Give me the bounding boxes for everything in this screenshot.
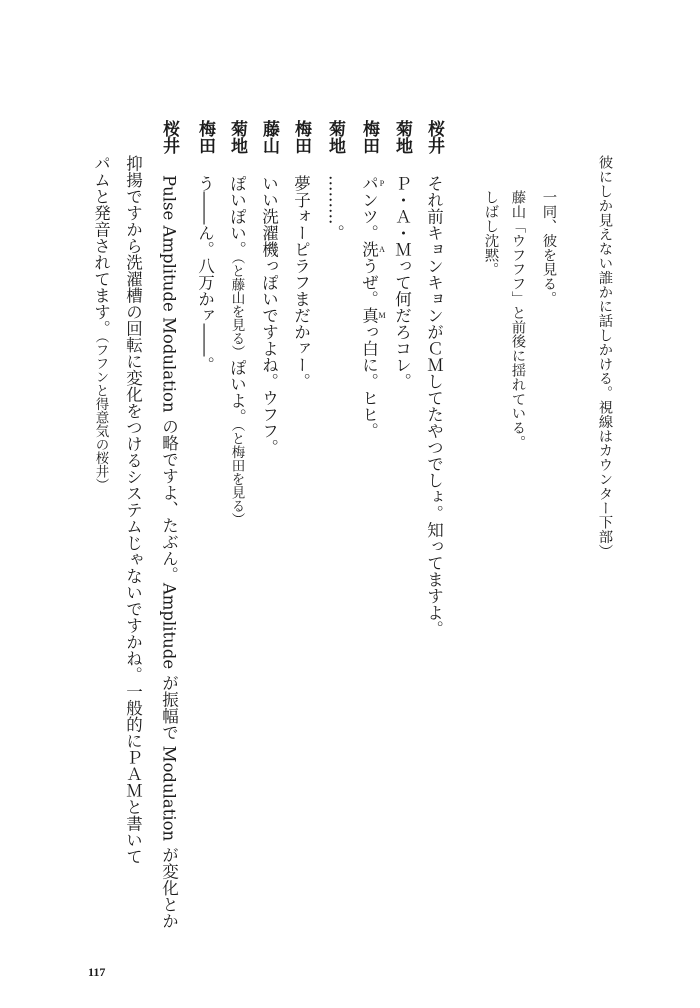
speaker-name: 桜井	[159, 120, 179, 154]
dialogue-line	[360, 175, 386, 439]
ruby-base: 洗	[359, 241, 379, 258]
dialogue-continuation: 抑揚ですから洗濯槽の回転に変化をつけるシステムじゃないですかね。一般的にＰＡＭと書いて	[123, 155, 143, 865]
speaker-name: 菊地	[227, 120, 247, 154]
speaker-name: 菊地	[325, 120, 345, 154]
dialogue-line: それ前キョンキョンがＣＭしてたやつでしょ。知ってますよ。	[424, 175, 444, 637]
speaker-name: 藤山	[259, 120, 279, 154]
dialogue-line: Pulse Amplitude Modulation の略ですよ、たぶん。Amplitude が振幅で Modulation が変化とか	[159, 175, 179, 929]
text-run: ぽいよ。	[227, 358, 247, 425]
stage-direction: 一同、彼を見る。	[540, 190, 557, 306]
speaker-name: 梅田	[291, 120, 311, 154]
text-run: ぽいぽい。	[227, 175, 247, 258]
speaker-name: 梅田	[359, 120, 379, 154]
stage-direction: 藤山「ウフフフ」と前後に揺れている。	[509, 190, 526, 450]
ruby-group	[359, 307, 387, 324]
page-number: 117	[88, 965, 106, 979]
speaker-name: 桜井	[424, 120, 444, 154]
stage-direction-continued: 彼にしか見えない誰かに話しかける。視線はカウンター下部）	[596, 155, 613, 559]
dialogue-line	[228, 175, 245, 526]
text-run: ンツ。	[359, 191, 379, 241]
text-run: うぜ。	[359, 257, 379, 307]
text-run: パムと発音されてます。	[91, 155, 111, 337]
ruby-annotation: A	[377, 241, 387, 258]
text-run: っ白に。ヒヒ。	[359, 323, 379, 439]
dialogue-line: Ｐ・Ａ・Ｍって何だろコレ。	[392, 175, 412, 390]
parenthetical-note: （と藤山を見る）	[228, 257, 245, 359]
ruby-base: 真	[359, 307, 379, 324]
stage-direction: しばし沈黙。	[482, 190, 499, 277]
parenthetical-note: （フフンと得意気の桜井）	[92, 336, 109, 492]
dialogue-continuation	[92, 155, 109, 492]
dialogue-line: 夢子ォーピラフまだかァー。	[291, 175, 311, 390]
ruby-base: パ	[359, 175, 379, 192]
dialogue-line: う――ん。八万かァ――。	[195, 175, 215, 373]
ruby-group	[359, 175, 387, 192]
speaker-name: 菊地	[392, 120, 412, 154]
dialogue-line: いい洗濯機っぽいですよね。ウフフ。	[259, 175, 279, 456]
dialogue-line: ………。	[325, 175, 345, 241]
parenthetical-note: （と梅田を見る）	[228, 424, 245, 526]
speaker-name: 梅田	[195, 120, 215, 154]
ruby-annotation: P	[377, 175, 387, 192]
ruby-group	[359, 241, 387, 258]
ruby-annotation: M	[377, 307, 387, 324]
